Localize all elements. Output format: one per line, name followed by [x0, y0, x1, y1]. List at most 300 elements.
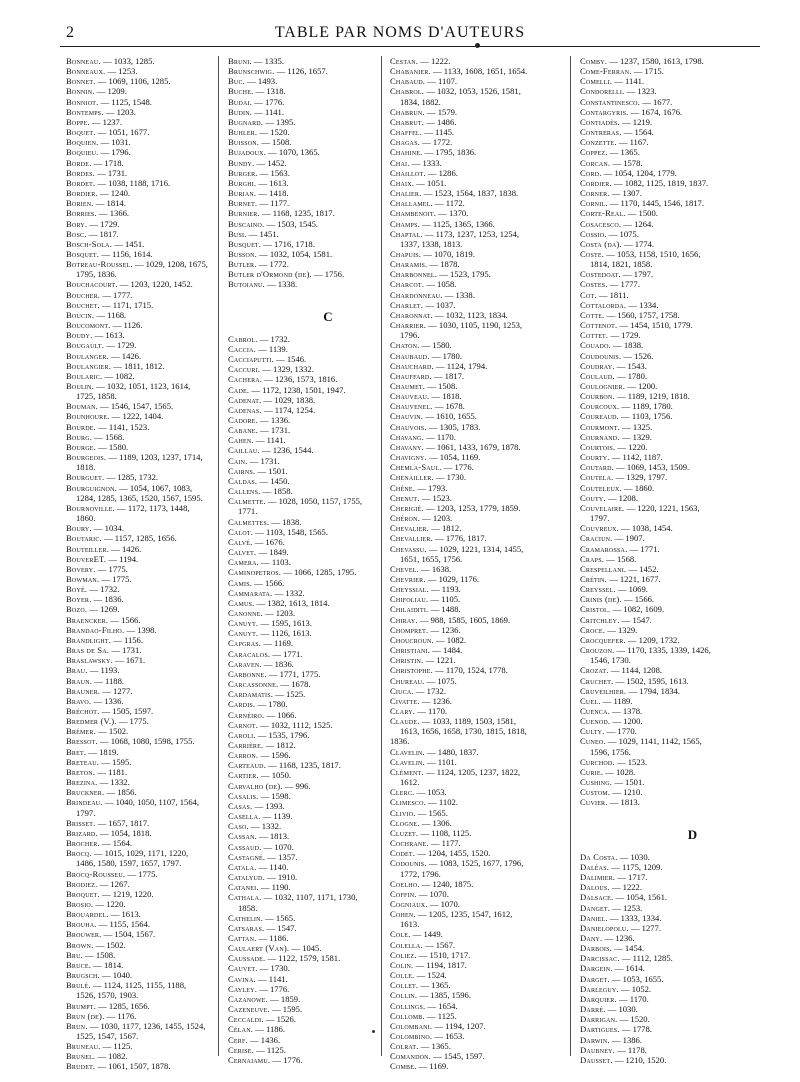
index-entry: [66, 584, 216, 594]
index-entry: [390, 858, 560, 878]
index-entry: [228, 395, 378, 405]
index-column-1: [66, 56, 216, 1072]
index-entry: [66, 523, 216, 533]
page-references: — 996.: [284, 780, 311, 791]
author-name: Bouchet.: [66, 299, 100, 310]
author-name: Budai.: [228, 96, 253, 107]
index-entry: [228, 527, 378, 537]
index-entry: [580, 604, 755, 614]
page-references: — 1277.: [102, 685, 133, 696]
page-references: — 1189.: [602, 695, 633, 706]
author-name: Cogniaux.: [390, 898, 428, 909]
index-entry: [580, 676, 755, 686]
author-name: Chaix.: [390, 177, 415, 188]
page-references: — 1566.: [110, 614, 141, 625]
author-name: Craciun.: [580, 533, 613, 544]
page-references: — 1029, 1208, 1675,: [134, 259, 208, 270]
author-name: Castagné.: [228, 851, 266, 862]
author-name: Ciuca.: [390, 685, 414, 696]
author-name: Chabanier.: [390, 66, 431, 77]
index-entry: [390, 899, 560, 909]
author-name: Daléas.: [580, 861, 610, 872]
index-entry: [390, 676, 560, 686]
index-entry: [580, 483, 755, 493]
author-name: Borde.: [66, 157, 92, 168]
index-entry: [580, 76, 755, 86]
index-entry: [390, 625, 560, 635]
author-name: Bonnin.: [66, 86, 95, 97]
page-references: — 1174, 1254.: [263, 404, 316, 415]
author-name: Charcot.: [390, 279, 425, 290]
page-references: — 1370.: [438, 208, 469, 219]
index-entry: [580, 493, 755, 503]
author-name: Brouardel.: [66, 909, 109, 920]
page-references: — 1508.: [85, 949, 116, 960]
index-entry: [228, 943, 378, 953]
page-references-continued: 1546, 1730.: [590, 655, 631, 666]
index-entry: [390, 452, 560, 462]
index-entry: [66, 188, 216, 198]
index-entry: [390, 1031, 560, 1041]
page-references: — 1030, 1177, 1236, 1455, 1524,: [89, 1020, 206, 1031]
index-entry: [66, 97, 216, 107]
index-entry: [580, 401, 755, 411]
index-entry: [66, 706, 216, 716]
index-entry: [66, 290, 216, 300]
page-references: — 1451.: [248, 228, 279, 239]
index-entry: [580, 442, 755, 452]
page-references: — 1568.: [606, 553, 637, 564]
index-column-3: [390, 56, 560, 1072]
page-references: — 1731.: [249, 455, 280, 466]
page-references: — 1168, 1235, 1817.: [268, 760, 341, 771]
index-entry: [580, 923, 755, 933]
author-name: Dausset.: [580, 1054, 613, 1065]
author-name: Canuyt.: [228, 628, 259, 639]
index-entry: [390, 706, 560, 716]
author-name: Chaillot.: [390, 167, 426, 178]
index-entry: [66, 1061, 216, 1071]
author-name: Cestan.: [390, 56, 419, 66]
author-name: Chabaud.: [390, 76, 426, 87]
author-name: Courbon.: [580, 391, 615, 402]
page-references: — 1045.: [291, 943, 322, 954]
page-references: — 1454, 1510, 1779.: [619, 320, 693, 331]
author-name: Bougault.: [66, 340, 105, 351]
page-references: — 1236.: [604, 932, 635, 943]
index-entry: [580, 1045, 755, 1055]
page-references: — 1176.: [106, 1010, 137, 1021]
page-references: — 1082.: [436, 634, 467, 645]
author-name: Choucroun.: [390, 634, 434, 645]
index-entry: [228, 862, 378, 872]
page-references: — 1336.: [260, 415, 291, 425]
page-references: — 1189, 1780.: [621, 401, 673, 412]
index-entry: [580, 903, 755, 913]
index-entry: [580, 351, 755, 361]
page-references: — 1075.: [426, 675, 457, 686]
page-references: — 1253.: [107, 66, 138, 77]
page-references: — 1564.: [101, 838, 133, 849]
index-entry: [66, 797, 216, 817]
author-name: Bourg.: [66, 431, 93, 442]
page-references: — 1237.: [91, 116, 122, 127]
page-references: — 1050.: [260, 770, 292, 781]
author-name: Cottalorda.: [580, 299, 627, 310]
index-entry: [228, 913, 378, 923]
page-references-continued: 1772, 1796.: [400, 868, 441, 879]
author-name: Cernaiamu.: [228, 1054, 271, 1065]
author-name: Bordier.: [66, 188, 98, 199]
page-references: — 1566.: [254, 577, 285, 588]
column-divider: [218, 56, 219, 1056]
index-entry: [580, 178, 755, 188]
index-entry: [228, 1035, 378, 1045]
author-name: Boularic.: [66, 370, 103, 381]
page-references: — 1486.: [426, 116, 457, 127]
index-entry: [580, 208, 755, 218]
index-entry: [580, 452, 755, 462]
author-name: Dartigues.: [580, 1024, 620, 1035]
page-references: — 1510, 1717.: [418, 949, 471, 960]
author-name: Bounhoure.: [66, 411, 110, 422]
index-entry: [580, 279, 755, 289]
author-name: Chilaiditi.: [390, 604, 429, 615]
index-entry: [66, 442, 216, 452]
page-references: — 1770.: [606, 726, 637, 737]
author-name: Brémer.: [66, 726, 96, 737]
author-name: Corte-Real.: [580, 208, 626, 219]
index-entry: [580, 340, 755, 350]
index-entry: [390, 929, 560, 939]
author-name: Catala.: [228, 861, 257, 872]
page-references: — 1780.: [257, 699, 288, 710]
page-references: — 1771.: [629, 543, 660, 554]
page-references: — 1323.: [626, 86, 657, 97]
index-entry: [66, 554, 216, 564]
page-references: — 1030.: [607, 1004, 638, 1015]
author-name: Bovery.: [66, 563, 96, 574]
author-name: Cossio.: [580, 228, 607, 239]
page-references: — 1579.: [426, 106, 458, 117]
index-entry: [580, 716, 755, 726]
index-entry: [228, 1014, 378, 1024]
author-name: Couvelaire.: [580, 502, 625, 513]
author-name: Champs.: [390, 218, 420, 229]
index-entry: [580, 933, 755, 943]
page-references: — 1142, 1187.: [611, 452, 663, 463]
index-entry: [390, 716, 560, 736]
footer-ornament-dot: [372, 1030, 375, 1033]
index-entry: [390, 340, 560, 350]
page-references: — 1069.: [617, 584, 648, 595]
author-name: Buhler.: [228, 127, 258, 138]
index-entry: [580, 984, 755, 994]
author-name: Cheyssial.: [390, 584, 429, 595]
page-references: — 1051, 1677.: [97, 127, 150, 138]
page-references: — 1306.: [421, 817, 452, 828]
index-entry: [66, 381, 216, 401]
page-references: — 1395.: [265, 116, 296, 127]
author-name: Cadenat.: [228, 394, 262, 405]
page-references: — 1070, 1365.: [268, 147, 320, 158]
author-name: Bret.: [66, 746, 87, 757]
index-entry: [66, 929, 216, 939]
index-entry: [66, 970, 216, 980]
page-references-continued: 1596, 1756.: [590, 746, 631, 757]
index-entry: [390, 320, 560, 340]
author-name: Breteau.: [66, 756, 100, 767]
index-entry: [580, 544, 755, 554]
index-entry: [580, 736, 755, 756]
page-references: — 1385, 1596.: [419, 990, 471, 1001]
author-name: Caccia.: [228, 343, 256, 354]
page-references: — 1220.: [95, 898, 126, 909]
index-entry: [228, 147, 378, 157]
index-entry: [390, 747, 560, 757]
author-name: Burger.: [228, 167, 258, 178]
author-name: Chavang.: [390, 431, 424, 442]
author-name: Bugnard.: [228, 116, 264, 127]
author-name: Cushing.: [580, 777, 613, 788]
page-references: — 1203.: [422, 513, 453, 524]
author-name: Coffin.: [390, 888, 417, 899]
page-references: — 1365.: [420, 1041, 451, 1052]
index-entry: [228, 1004, 378, 1014]
page-references: — 1671.: [115, 655, 146, 666]
author-name: Carnot.: [228, 719, 258, 730]
page-references: — 1812.: [265, 740, 296, 750]
page-references: — 1500.: [627, 208, 658, 219]
page-references: — 1126, 1657.: [276, 66, 328, 77]
index-entry: [390, 422, 560, 432]
index-entry: [66, 310, 216, 320]
page-references: — 1325.: [622, 421, 653, 432]
author-name: Butler.: [228, 259, 257, 270]
author-name: Boquien.: [66, 137, 99, 148]
author-name: Bruckner.: [66, 787, 105, 798]
page-references: — 1366.: [98, 208, 130, 219]
author-name: Brugsch.: [66, 970, 100, 981]
page-references: — 1676.: [254, 536, 285, 547]
header-rule: [60, 46, 760, 47]
page-references: — 1732.: [259, 333, 290, 344]
author-name: Darrigan.: [580, 1014, 618, 1025]
index-entry: [580, 635, 755, 645]
index-entry: [390, 411, 560, 421]
page-references: — 1034.: [93, 523, 124, 534]
page-references: — 1595, 1613.: [260, 618, 312, 629]
author-name: Courmont.: [580, 421, 621, 432]
author-name: Ceccaldi.: [228, 1014, 264, 1025]
index-entry: [228, 1055, 378, 1065]
page-references: — 1125.: [102, 1041, 133, 1052]
author-name: Charbonnel.: [390, 269, 438, 280]
index-entry: [390, 178, 560, 188]
index-entry: [580, 472, 755, 482]
author-name: Chéron.: [390, 513, 420, 524]
index-entry: [228, 679, 378, 689]
page-references: — 1613.: [110, 909, 141, 920]
index-entry: [228, 178, 378, 188]
author-name: Buisson.: [228, 137, 260, 148]
page-references: — 1836.: [263, 658, 294, 669]
index-entry: [390, 290, 560, 300]
author-name: Cruchet.: [580, 675, 614, 686]
page-references: — 1334.: [628, 299, 659, 310]
page-references: — 1277.: [630, 922, 661, 933]
author-name: Climesco.: [390, 797, 427, 808]
page-references: — 1032, 1054, 1581.: [259, 248, 333, 259]
page-references: — 1054, 1067, 1083,: [119, 482, 193, 493]
index-entry: [580, 330, 755, 340]
index-entry: [580, 269, 755, 279]
page-references: — 1382, 1613, 1814.: [256, 597, 330, 608]
page-references: — 1450.: [259, 475, 290, 486]
page-references: — 1194.: [108, 553, 139, 564]
author-name: Cuneo.: [580, 736, 606, 747]
author-name: Cerf.: [228, 1034, 248, 1045]
index-entry: [228, 578, 378, 588]
page-references: — 1172.: [435, 198, 465, 209]
page-references: — 1731.: [97, 167, 128, 178]
index-entry: [580, 239, 755, 249]
page-references: — 1102.: [428, 797, 458, 808]
index-entry: [228, 466, 378, 476]
page-references: — 1194, 1817.: [415, 959, 467, 970]
index-entry: [228, 669, 378, 679]
author-name: Crespellani.: [580, 563, 627, 574]
index-entry: [228, 710, 378, 720]
page-references: — 1578.: [612, 157, 643, 168]
author-name: Chauvenel.: [390, 401, 433, 412]
index-entry: [390, 574, 560, 584]
author-name: Darquier.: [580, 993, 617, 1004]
index-entry: [228, 1045, 378, 1055]
page-references: — 1305, 1783.: [428, 421, 481, 432]
page-references: — 1503, 1545.: [266, 218, 319, 229]
author-name: Coulaud.: [580, 370, 615, 381]
index-entry: [390, 594, 560, 604]
page-references: — 1418.: [258, 188, 289, 199]
index-entry: [390, 960, 560, 970]
page-references: — 1168.: [96, 309, 127, 320]
index-entry: [228, 638, 378, 648]
index-entry: [66, 635, 216, 645]
author-name: Bourgeois.: [66, 452, 107, 463]
page-references: — 1452.: [256, 157, 287, 168]
index-entry: [66, 716, 216, 726]
author-name: Cochrane.: [390, 838, 429, 849]
page-references: — 1190.: [260, 882, 291, 893]
author-name: Bouteiller.: [66, 543, 110, 554]
index-entry: [390, 655, 560, 665]
index-entry: [66, 1011, 216, 1021]
page-references: — 1610, 1655.: [425, 411, 477, 422]
page-references: — 1141.: [255, 435, 286, 446]
page-references: — 1795, 1836.: [424, 147, 477, 158]
index-entry: [390, 158, 560, 168]
page-references: — 988, 1585, 1605, 1869.: [419, 614, 511, 625]
index-entry: [228, 598, 378, 608]
page-references: — 1236, 1573, 1816.: [264, 374, 338, 385]
page-references: — 1520.: [259, 127, 290, 138]
author-name: Boulin.: [66, 381, 94, 391]
index-entry: [66, 665, 216, 675]
section-letter: C: [323, 308, 333, 324]
author-name: Burian.: [228, 188, 257, 199]
page-references: — 1674, 1676.: [630, 106, 683, 117]
index-entry: [390, 56, 560, 66]
author-name: Chevallier.: [390, 533, 433, 544]
index-entry: [580, 229, 755, 239]
author-name: Cerise.: [228, 1044, 254, 1055]
page-references: — 1771.: [272, 648, 303, 659]
author-name: Bras de Sa.: [66, 645, 110, 656]
author-name: Brunschwig.: [228, 66, 275, 77]
index-entry: [66, 544, 216, 554]
index-entry: [580, 523, 755, 533]
author-name: Corner.: [580, 188, 610, 199]
index-entry: [580, 137, 755, 147]
index-entry: [228, 117, 378, 127]
index-entry: [390, 442, 560, 452]
index-entry: [66, 869, 216, 879]
page-references: — 1053, 1655.: [611, 973, 664, 984]
author-name: Cavina.: [228, 973, 256, 984]
page-references: — 1613.: [94, 330, 125, 341]
author-name: Colin.: [390, 959, 414, 970]
author-name: Coureaud.: [580, 411, 620, 422]
page-references: — 1193.: [89, 665, 120, 676]
author-name: Corcan.: [580, 157, 611, 168]
index-entry: [66, 330, 216, 340]
page-references: — 1203.: [264, 607, 296, 618]
author-name: Clary.: [390, 706, 416, 716]
page-references: — 1653.: [434, 1031, 465, 1041]
page-references: — 1813.: [609, 797, 640, 808]
author-name: Chompret.: [390, 624, 429, 635]
index-entry: [390, 736, 560, 746]
page-references: — 1028, 1050, 1157, 1755,: [267, 496, 363, 507]
author-name: Chavigny.: [390, 452, 427, 463]
page-references: — 1237, 1580, 1613, 1798.: [609, 56, 704, 66]
index-entry: [228, 740, 378, 750]
index-entry: [390, 1051, 560, 1061]
index-entry: [66, 117, 216, 127]
index-entry: [390, 909, 560, 929]
author-name: Brudet.: [66, 1061, 96, 1072]
index-entry: [390, 604, 560, 614]
page-references: — 1236, 1544.: [261, 445, 314, 456]
page-references: — 1775.: [127, 868, 158, 879]
index-entry: [228, 923, 378, 933]
author-name: Bontemps.: [66, 106, 104, 117]
index-entry: [580, 584, 755, 594]
page-references: — 1729.: [106, 340, 137, 351]
page-references-continued: 1526, 1570, 1903.: [76, 990, 139, 1001]
page-references: — 1545, 1597.: [433, 1051, 485, 1062]
page-references: — 1209.: [96, 86, 127, 97]
author-name: Cazeneuve.: [228, 1004, 270, 1015]
index-entry: [66, 371, 216, 381]
page-references: — 1189, 1203, 1237, 1714,: [108, 452, 203, 463]
index-entry: [390, 107, 560, 117]
page-references: — 1139.: [258, 343, 288, 354]
page-references: — 1780.: [616, 370, 648, 381]
page-references: — 1817.: [433, 370, 465, 381]
index-entry: [390, 310, 560, 320]
